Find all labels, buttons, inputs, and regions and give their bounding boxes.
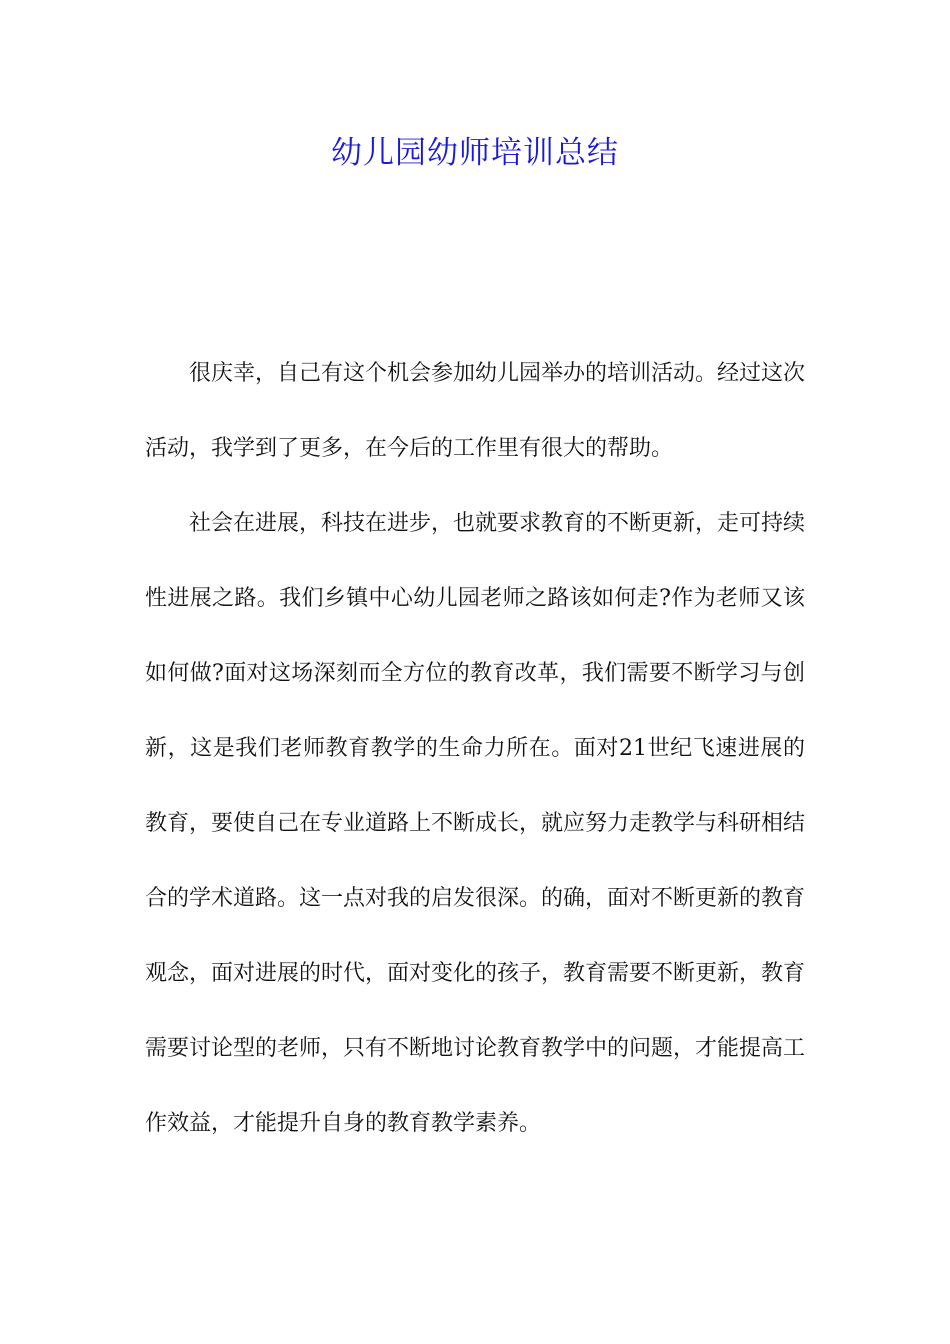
paragraph-2: 社会在进展，科技在进步，也就要求教育的不断更新，走可持续性进展之路。我们乡镇中心幼儿园老师之路该如何走?作为老师又该如何做?面对这场深刻而全方位的教育改革，我们需要不断学习与创新，这是我们老师教育教学的生命力所在。面对21世纪飞速进展的教育，要使自己在专业道路上不断成长，就应努力走教学与科研相结合的学术道路。这一点对我的启发很深。的确，面对不断更新的教育观念，面对进展的时代，面对变化的孩子，教育需要不断更新，教育需要讨论型的老师，只有不断地讨论教育教学中的问题，才能提高工作效益，才能提升自身的教育教学素养。 [145,511,806,1136]
document-body [145,336,805,1161]
paragraph-1: 很庆幸，自己有这个机会参加幼儿园举办的培训活动。经过这次活动，我学到了更多，在今后的工作里有很大的帮助。 [145,361,806,461]
document-title: 幼儿园幼师培训总结 [331,135,619,171]
